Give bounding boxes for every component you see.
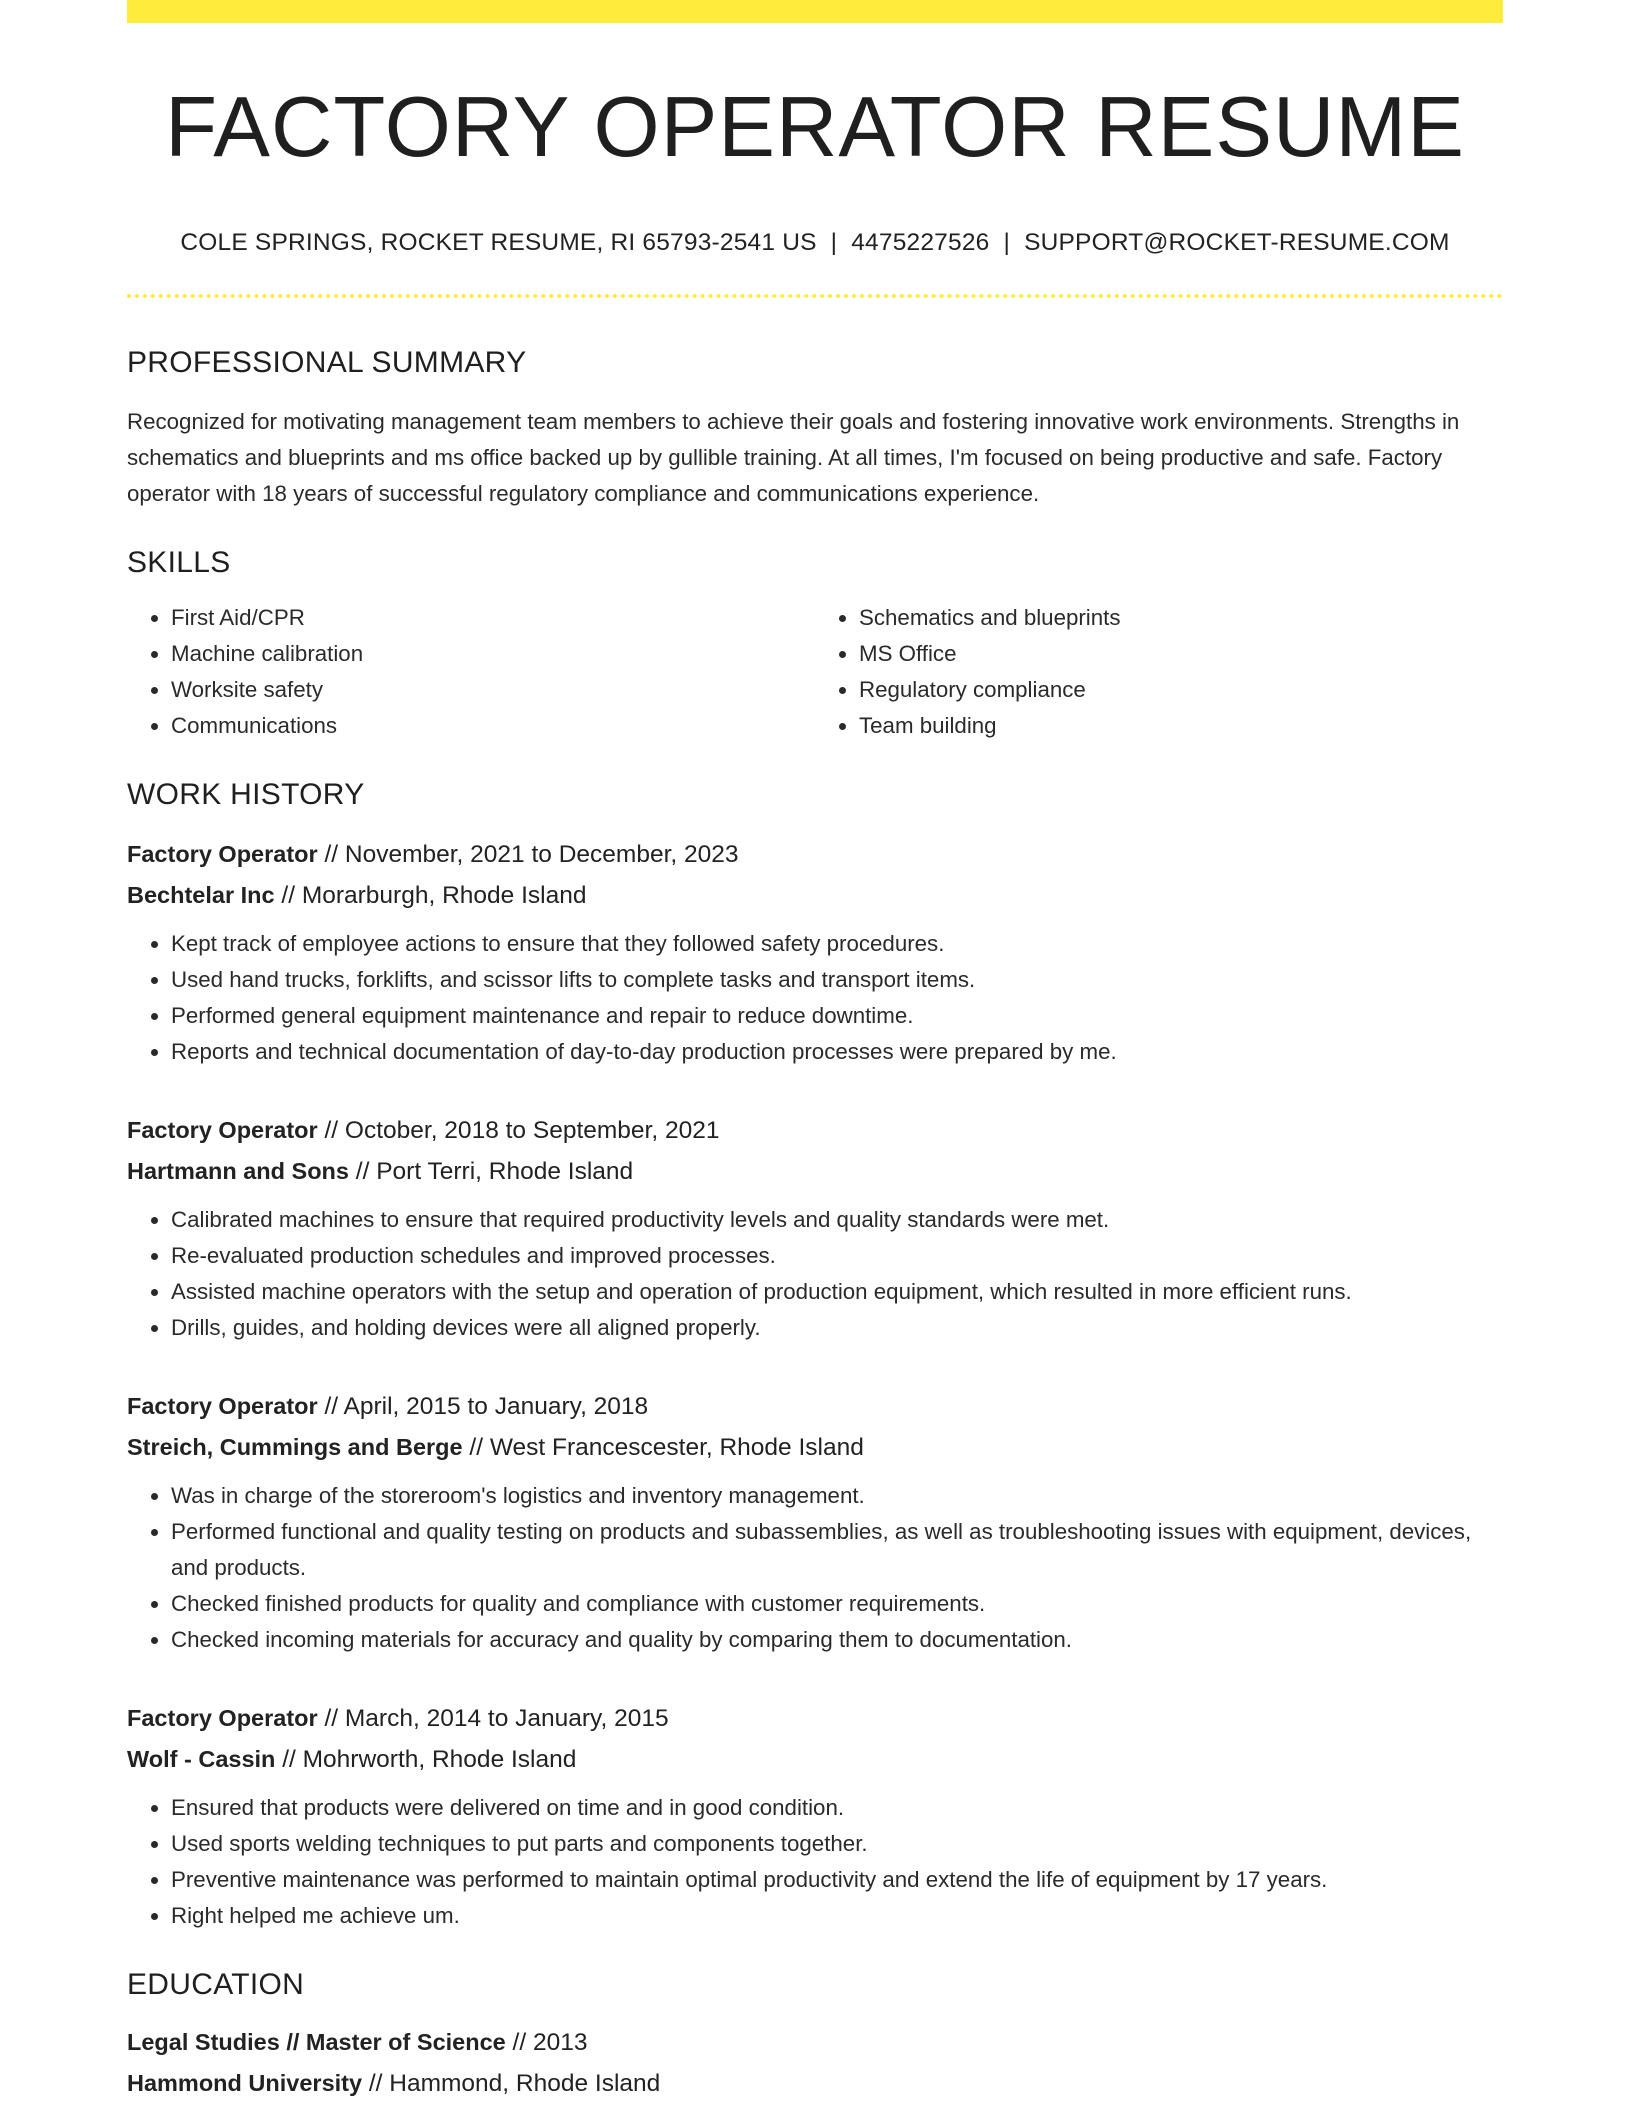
contact-email[interactable]: SUPPORT@ROCKET-RESUME.COM (1024, 229, 1450, 256)
education-entry (127, 2022, 1503, 2104)
education-location: // Hammond, Rhode Island (362, 2069, 661, 2097)
job-bullet: • Performed functional and quality testing on products and subassemblies, as well as troubleshooting issues with equipment, devices, and products. (171, 1514, 1503, 1586)
job-bullets (127, 926, 1503, 1070)
job-title-line (127, 1698, 1503, 1739)
job-location: // Morarburgh, Rhode Island (274, 881, 587, 909)
job-title-line (127, 1386, 1503, 1427)
job-company: Hartmann and Sons (127, 1157, 349, 1184)
education-degree-line (127, 2022, 1503, 2063)
contact-line (127, 231, 1503, 256)
job-dates: // November, 2021 to December, 2023 (317, 840, 739, 868)
job-location: // Port Terri, Rhode Island (348, 1157, 634, 1185)
job-entry (127, 834, 1503, 1070)
job-bullet: • Reports and technical documentation of day-to-day production processes were prepared by me. (171, 1034, 1503, 1070)
resume-title: FACTORY OPERATOR RESUME (165, 80, 1465, 175)
job-bullet: • Assisted machine operators with the setup and operation of production equipment, which resulted in more efficient runs. (171, 1274, 1503, 1310)
job-bullet: • Checked incoming materials for accuracy and quality by comparing them to documentation. (171, 1622, 1503, 1658)
job-bullet: • Re-evaluated production schedules and improved processes. (171, 1238, 1503, 1274)
contact-separator: | (830, 229, 838, 256)
education-year: // 2013 (505, 2028, 588, 2056)
skill-item: • First Aid/CPR (171, 600, 815, 636)
dotted-divider (127, 294, 1503, 298)
skill-item: • Communications (171, 708, 815, 744)
job-dates: // October, 2018 to September, 2021 (317, 1116, 720, 1144)
job-bullet: • Drills, guides, and holding devices were all aligned properly. (171, 1310, 1503, 1346)
job-entry (127, 1110, 1503, 1346)
skill-item: • Schematics and blueprints (859, 600, 1503, 636)
resume-page (127, 0, 1503, 2104)
job-bullet: • Performed general equipment maintenance and repair to reduce downtime. (171, 998, 1503, 1034)
contact-separator: | (1003, 229, 1011, 256)
job-bullet: • Kept track of employee actions to ensure that they followed safety procedures. (171, 926, 1503, 962)
skill-item: • Machine calibration (171, 636, 815, 672)
job-title: Factory Operator (127, 1392, 318, 1419)
summary-heading: PROFESSIONAL SUMMARY (127, 345, 527, 379)
job-bullets (127, 1790, 1503, 1934)
job-bullet: • Right helped me achieve um. (171, 1898, 1503, 1934)
job-bullet: • Preventive maintenance was performed to maintain optimal productivity and extend the life of equipment by 17 years. (171, 1862, 1503, 1898)
job-company-line (127, 875, 1503, 916)
skill-item: • MS Office (859, 636, 1503, 672)
work-history-heading: WORK HISTORY (127, 777, 365, 811)
job-title-line (127, 1110, 1503, 1151)
contact-address: COLE SPRINGS, ROCKET RESUME, RI 65793-2541 US (180, 229, 817, 256)
job-title: Factory Operator (127, 1704, 318, 1731)
skill-item: • Team building (859, 708, 1503, 744)
job-title: Factory Operator (127, 1116, 318, 1143)
job-dates: // April, 2015 to January, 2018 (317, 1392, 649, 1420)
job-location: // Mohrworth, Rhode Island (275, 1745, 577, 1773)
job-bullets (127, 1478, 1503, 1658)
job-bullet: • Used hand trucks, forklifts, and scissor lifts to complete tasks and transport items. (171, 962, 1503, 998)
job-company: Bechtelar Inc (127, 881, 275, 908)
job-bullet: • Ensured that products were delivered on time and in good condition. (171, 1790, 1503, 1826)
education-school-line (127, 2063, 1503, 2104)
job-bullet: • Calibrated machines to ensure that required productivity levels and quality standards were met. (171, 1202, 1503, 1238)
skills-columns (127, 600, 1503, 744)
job-bullet: • Used sports welding techniques to put parts and components together. (171, 1826, 1503, 1862)
contact-phone[interactable]: 4475227526 (851, 229, 990, 256)
skills-list-right (815, 600, 1503, 744)
job-title-line (127, 834, 1503, 875)
job-bullet: • Checked finished products for quality and compliance with customer requirements. (171, 1586, 1503, 1622)
top-accent-bar (127, 0, 1503, 23)
summary-text: Recognized for motivating management team members to achieve their goals and fostering innovative work environments. Strengths in schematics and blueprints and ms office backed up by gullible training. At all times, I'm focused on being productive and safe. Factory operator with 18 years of successful regulatory compliance and communications experience. (127, 408, 1460, 506)
job-title: Factory Operator (127, 840, 318, 867)
education-heading: EDUCATION (127, 1967, 305, 2001)
job-dates: // March, 2014 to January, 2015 (317, 1704, 669, 1732)
education-degree: Legal Studies // Master of Science (127, 2028, 506, 2055)
skill-item: • Worksite safety (171, 672, 815, 708)
job-entry (127, 1698, 1503, 1934)
skills-heading: SKILLS (127, 545, 231, 579)
job-bullets (127, 1202, 1503, 1346)
job-company-line (127, 1427, 1503, 1468)
job-company-line (127, 1739, 1503, 1780)
job-company: Wolf - Cassin (127, 1745, 276, 1772)
job-location: // West Francescester, Rhode Island (462, 1433, 864, 1461)
education-school: Hammond University (127, 2069, 363, 2096)
job-company: Streich, Cummings and Berge (127, 1433, 463, 1460)
skills-list-left (127, 600, 815, 744)
job-bullet: • Was in charge of the storeroom's logistics and inventory management. (171, 1478, 1503, 1514)
skill-item: • Regulatory compliance (859, 672, 1503, 708)
job-company-line (127, 1151, 1503, 1192)
job-entry (127, 1386, 1503, 1658)
